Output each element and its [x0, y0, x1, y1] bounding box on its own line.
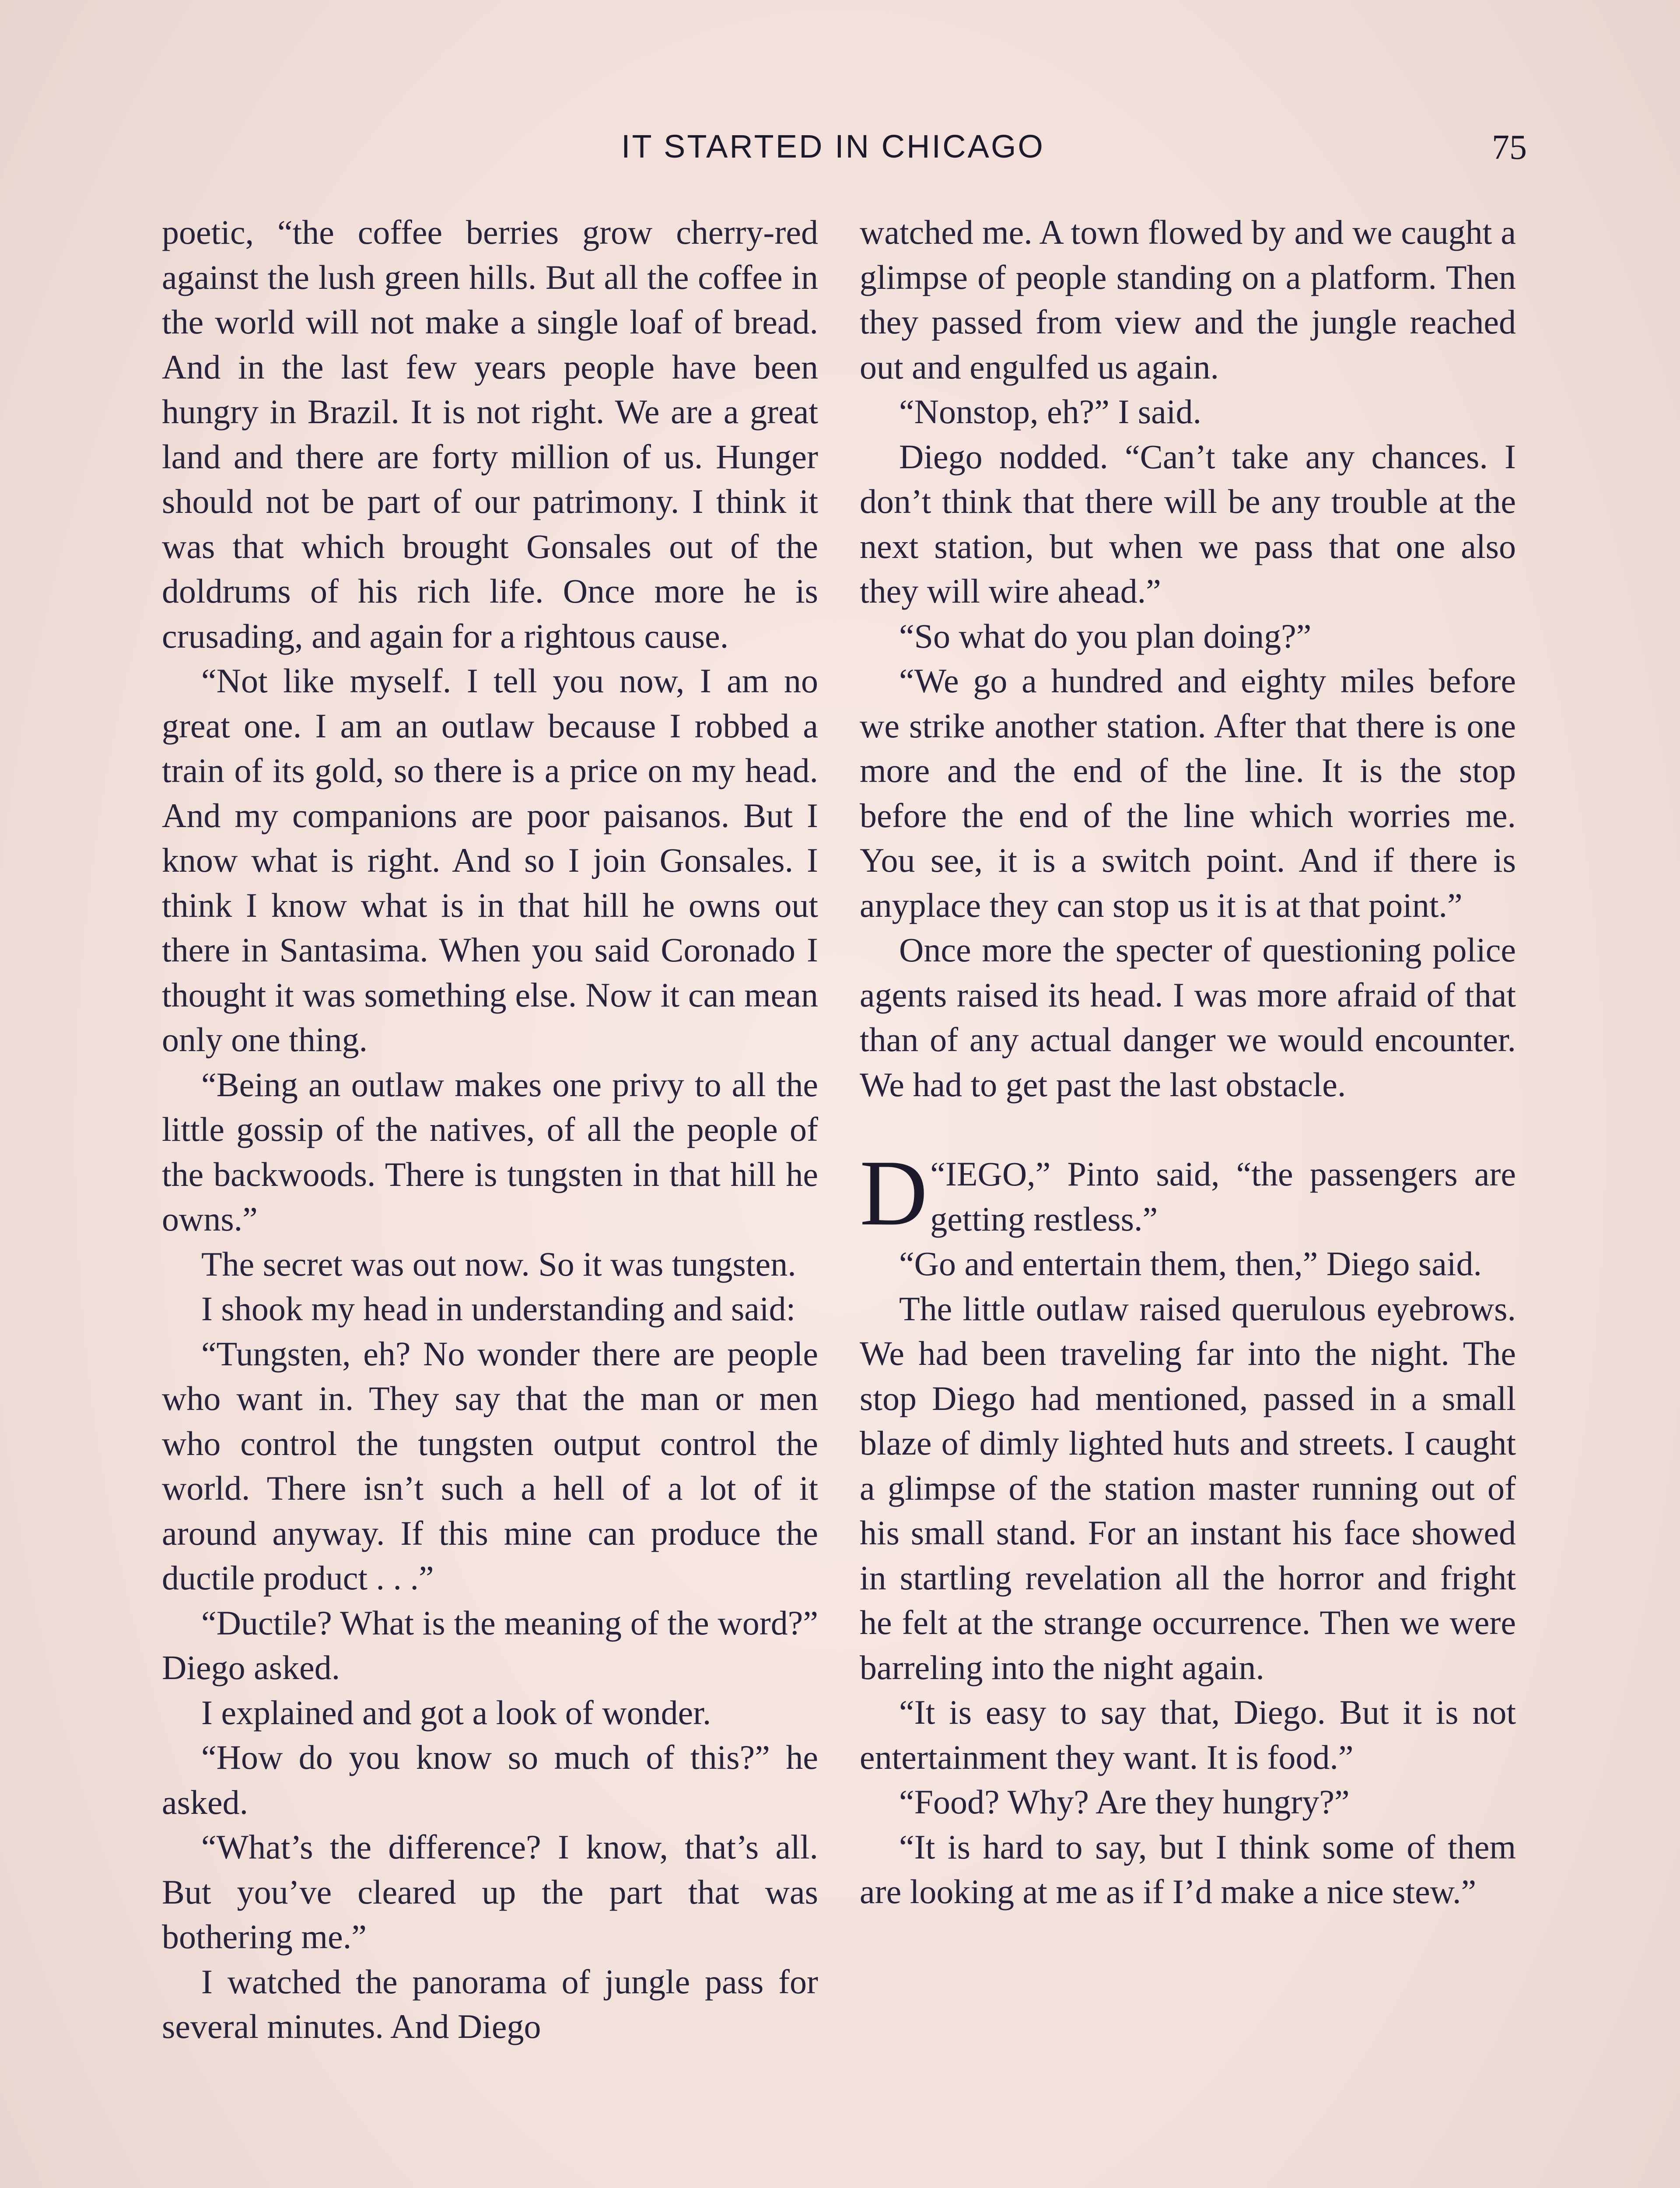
paragraph: The little outlaw raised querulous eyebrows. We had been traveling far into the night. The stop Diego had mentioned, passed in a small blaze of dimly lighted huts and streets. I caught a glimpse of the station master running out of his small stand. For an instant his face showed in startling revelation all the horror and fright he felt at the strange occurrence. Then we were barreling into the night again. — [860, 1289, 1516, 1687]
paragraph: “Ductile? What is the meaning of the word?” Diego asked. — [162, 1603, 818, 1687]
paragraph: “Go and entertain them, then,” Diego said. — [899, 1245, 1482, 1283]
page-header — [158, 128, 1527, 176]
paragraph: watched me. A town flowed by and we caught a glimpse of people standing on a platform. Then they passed from view and the jungle reached out and engulfed us again. — [860, 213, 1516, 386]
drop-cap-paragraph-text: IEGO,” Pinto said, “the passengers are getting restless.” — [930, 1155, 1516, 1238]
drop-cap: D — [860, 1140, 928, 1245]
paragraph: “So what do you plan doing?” — [899, 617, 1312, 655]
section-opening-paragraph — [860, 1140, 1516, 1245]
paragraph: “What’s the difference? I know, that’s all. But you’ve cleared up the part that was bothering me.” — [162, 1828, 818, 1956]
paragraph: “It is easy to say that, Diego. But it is not entertainment they want. It is food.” — [860, 1693, 1516, 1776]
paragraph: “Being an outlaw makes one privy to all the little gossip of the natives, of all the people of the backwoods. There is tungsten in that hill he owns.” — [162, 1065, 818, 1238]
paragraph: Once more the specter of questioning police agents raised its head. I was more afraid of that than of any actual danger we would encounter. We had to get past the last obstacle. — [860, 931, 1516, 1104]
paragraph: “We go a hundred and eighty miles before we strike another station. After that there is one more and the end of the line. It is the stop before the end of the line which worries me. You see, it is a switch point. And if there is anyplace they can stop us it is at that point.” — [860, 662, 1516, 924]
paragraph: “Nonstop, eh?” I said. — [899, 393, 1201, 431]
open-quote: “ — [930, 1155, 945, 1193]
page-number: 75 — [1492, 128, 1527, 167]
paragraph: Diego nodded. “Can’t take any chances. I don’t think that there will be any trouble at the next station, but when we pass that one also they will wire ahead.” — [860, 437, 1516, 610]
paragraph: I shook my head in understanding and said: — [201, 1290, 796, 1328]
paragraph: The secret was out now. So it was tungsten. — [201, 1245, 796, 1283]
right-column — [860, 210, 1516, 1914]
paragraph: I explained and got a look of wonder. — [201, 1693, 711, 1732]
paragraph: poetic, “the coffee berries grow cherry-red against the lush green hills. But all the coffee in the world will not make a single loaf of bread. And in the last few years people have been hungry in Brazil. It is not right. We are a great land and there are forty million of us. Hunger should not be part of our patrimony. I think it was that which brought Gonsales out of the doldrums of his rich life. Once more he is crusading, and again for a rightous cause. — [162, 213, 818, 655]
paragraph: I watched the panorama of jungle pass for several minutes. And Diego — [162, 1962, 818, 2045]
left-column — [162, 210, 818, 2049]
paragraph: “Tungsten, eh? No wonder there are people who want in. They say that the man or men who control the tungsten output control the world. There isn’t such a hell of a lot of it around anyway. If this mine can produce the ductile product . . .” — [162, 1334, 818, 1597]
paragraph: “How do you know so much of this?” he asked. — [162, 1738, 818, 1821]
running-title: IT STARTED IN CHICAGO — [621, 128, 1045, 165]
paragraph: “Food? Why? Are they hungry?” — [899, 1783, 1350, 1821]
paragraph: “It is hard to say, but I think some of them are looking at me as if I’d make a nice stew.” — [860, 1827, 1516, 1911]
paragraph: “Not like myself. I tell you now, I am no great one. I am an outlaw because I robbed a train of its gold, so there is a price on my head. And my companions are poor paisanos. But I know what is right. And so I join Gonsales. I think I know what is in that hill he owns out there in Santasima. When you said Coronado I thought it was something else. Now it can mean only one thing. — [162, 662, 818, 1059]
